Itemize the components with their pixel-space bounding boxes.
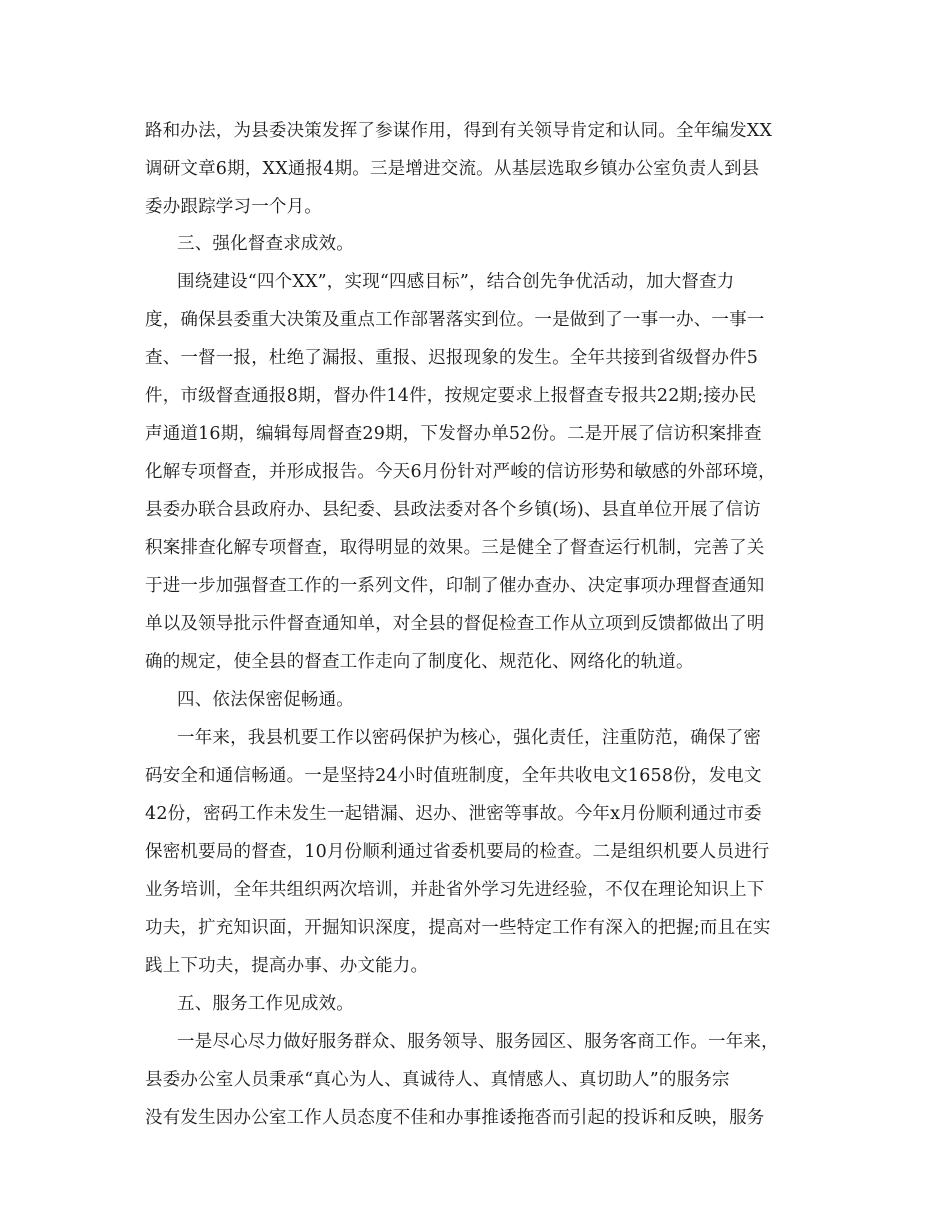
text-line: 业务培训，全年共组织两次培训，并赴省外学习先进经验，不仅在理论知识上下 [145, 880, 765, 900]
text-line: 积案排查化解专项督查，取得明显的效果。三是健全了督查运行机制，完善了关 [145, 538, 765, 558]
text-line: 没有发生因办公室工作人员态度不佳和办事推诿拖沓而引起的投诉和反映，服务 [145, 1108, 765, 1128]
text-line: 于进一步加强督查工作的一系列文件，印制了催办查办、决定事项办理督查通知 [145, 576, 765, 596]
text-line: 声通道16期，编辑每周督查29期，下发督办单52份。二是开展了信访积案排查 [145, 424, 762, 444]
text-line: 一是尽心尽力做好服务群众、服务领导、服务园区、服务客商工作。一年来， [177, 1032, 779, 1052]
text-line: 查、一督一报，杜绝了漏报、重报、迟报现象的发生。全年共接到省级督办件5 [145, 348, 759, 368]
text-line: 路和办法，为县委决策发挥了参谋作用，得到有关领导肯定和认同。全年编发XX [145, 121, 773, 141]
text-line: 一年来，我县机要工作以密码保护为核心，强化责任，注重防范，确保了密 [177, 728, 762, 748]
text-line: 调研文章6期，XX通报4期。三是增进交流。从基层选取乡镇办公室负责人到县 [145, 159, 760, 179]
text-line: 件，市级督查通报8期，督办件14件，按规定要求上报督查专报共22期;接办民 [145, 386, 757, 406]
section-heading: 四、依法保密促畅通。 [177, 690, 354, 710]
section-heading: 三、强化督查求成效。 [177, 234, 354, 254]
text-line: 单以及领导批示件督查通知单，对全县的督促检查工作从立项到反馈都做出了明 [145, 614, 765, 634]
text-line: 化解专项督查，并形成报告。今天6月份针对严峻的信访形势和敏感的外部环境， [145, 462, 776, 482]
text-line: 确的规定，使全县的督查工作走向了制度化、规范化、网络化的轨道。 [145, 652, 694, 672]
text-line: 码安全和通信畅通。一是坚持24小时值班制度，全年共收电文1658份，发电文 [145, 766, 762, 786]
text-line: 县委办联合县政府办、县纪委、县政法委对各个乡镇(场)、县直单位开展了信访 [145, 500, 761, 520]
text-line: 保密机要局的督查，10月份顺利通过省委机要局的检查。二是组织机要人员进行 [145, 842, 770, 862]
section-heading: 五、服务工作见成效。 [177, 994, 354, 1014]
text-line: 42份，密码工作未发生一起错漏、迟办、泄密等事故。今年x月份顺利通过市委 [145, 804, 762, 824]
text-line: 围绕建设“四个XX”，实现“四感目标”，结合创先争优活动，加大督查力 [177, 272, 735, 292]
text-line: 功夫，扩充知识面，开掘知识深度，提高对一些特定工作有深入的把握;而且在实 [145, 918, 771, 938]
text-line: 度，确保县委重大决策及重点工作部署落实到位。一是做到了一事一办、一事一 [145, 310, 765, 330]
text-line: 践上下功夫，提高办事、办文能力。 [145, 956, 429, 976]
text-line: 县委办公室人员秉承“真心为人、真诚待人、真情感人、真切助人”的服务宗 [145, 1070, 730, 1090]
text-line: 委办跟踪学习一个月。 [145, 197, 322, 217]
